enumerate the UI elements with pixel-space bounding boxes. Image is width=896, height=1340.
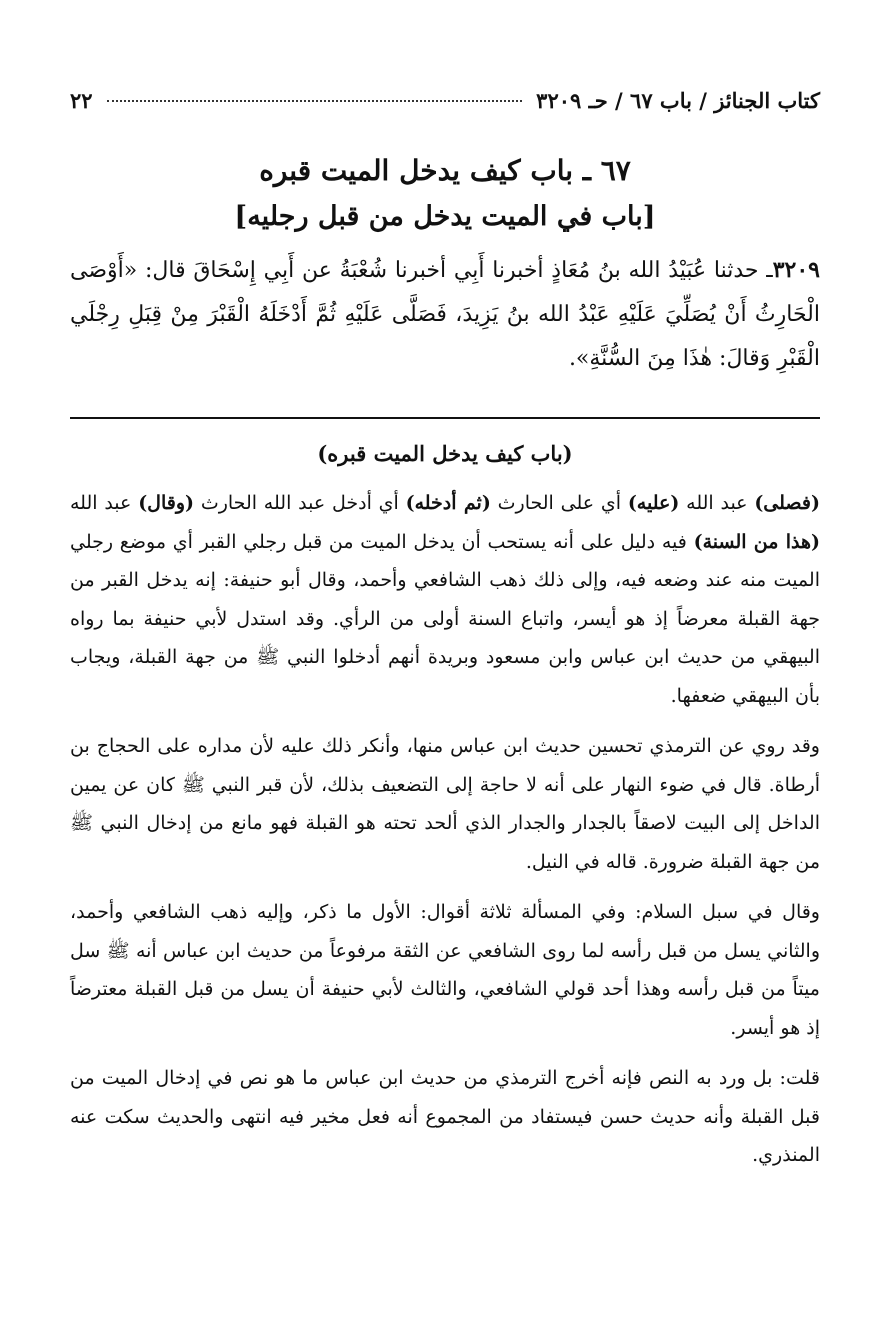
hadith-isnad: ـ حدثنا عُبَيْدُ الله بنُ مُعَاذٍ أخبرنا أَبِي أخبرنا شُعْبَةُ عن أَبِي إِسْحَاقَ قال: [144, 258, 773, 283]
gloss: أي أدخل عبد الله الحارث [194, 492, 406, 514]
hadith-matn: «أَوْصَى الْحَارِثُ أَنْ يُصَلِّيَ عَلَيْهِ عَبْدُ الله بنُ يَزِيدَ، فَصَلَّى عَلَيْهِ ثُمَّ أَدْخَلَهُ الْقَبْرَ مِنْ قِبَلِ رِجْلَي الْقَبْرِ وَقالَ: هٰذَا مِنَ السُّنَّةِ». [70, 258, 820, 371]
gloss: عبد الله [70, 492, 139, 514]
term: (فصلى) [754, 492, 820, 514]
footnote-divider [70, 417, 820, 419]
running-header [70, 88, 820, 122]
gloss: عبد الله [679, 492, 755, 514]
term: (وقال) [138, 492, 195, 514]
term: (عليه) [627, 492, 680, 514]
term: (هذا من السنة) [693, 530, 820, 553]
header-dot-leader [107, 100, 523, 102]
commentary-title: (باب كيف يدخل الميت قبره) [317, 441, 573, 466]
commentary-paragraph-1 [70, 484, 820, 715]
book-page [70, 88, 820, 1187]
book-reference: كتاب الجنائز / باب ٦٧ / حـ ٣٢٠٩ [536, 88, 820, 113]
term: (ثم أدخله) [405, 492, 491, 514]
page-number: ٢٢ [70, 88, 93, 113]
gloss: أي على الحارث [490, 492, 628, 514]
chapter-title: ٦٧ ـ باب كيف يدخل الميت قبره [259, 154, 631, 187]
gloss: فيه دليل على أنه يستحب أن يدخل الميت من قبل رجلي القبر أي موضع رجلي الميت منه عند وضعه فيه، وإلى ذلك ذهب الشافعي وأحمد، وقال أبو حنيفة: إنه يدخل القبر من جهة القبلة معرضاً إذ هو أيسر، واتباع السنة أولى من الرأي. وقد استدل لأبي حنيفة بما رواه البيهقي من حديث ابن عباس وابن مسعود وبريدة أنهم أدخلوا النبي ﷺ من جهة القبلة، ويجاب بأن البيهقي ضعفها. [70, 530, 820, 707]
commentary-paragraph-3: وقال في سبل السلام: وفي المسألة ثلاثة أقوال: الأول ما ذكر، وإليه ذهب الشافعي وأحمد، والثاني يسل من قبل رأسه لما روى الشافعي عن الثقة مرفوعاً من حديث ابن عباس أنه ﷺ سل ميتاً من قبل رأسه وهذا أحد قولي الشافعي، والثالث لأبي حنيفة أن يسل من قبل القبلة معترضاً إذ هو أيسر. [70, 901, 820, 1039]
chapter-alt-title: [باب في الميت يدخل من قبل رجليه] [234, 201, 656, 232]
commentary-paragraph-2: وقد روي عن الترمذي تحسين حديث ابن عباس منها، وأنكر ذلك عليه لأن مداره على الحجاج بن أرطاة. قال في ضوء النهار على أنه لا حاجة إلى التضعيف بذلك، لأن قبر النبي ﷺ كان عن يمين الداخل إلى البيت لاصقاً بالجدار والجدار الذي ألحد تحته هو القبلة فهو مانع من إدخال النبي ﷺ من جهة القبلة ضرورة. قاله في النيل. [70, 735, 820, 873]
hadith-number: ٣٢٠٩ [772, 257, 820, 283]
commentary-paragraph-4: قلت: بل ورد به النص فإنه أخرج الترمذي من حديث ابن عباس ما هو نص في إدخال الميت من قبل القبلة وأنه حديث حسن فيستفاد من المجموع أنه فعل مخير فيه انتهى والحديث سكت عنه المنذري. [70, 1067, 820, 1166]
hadith-text [70, 248, 820, 381]
